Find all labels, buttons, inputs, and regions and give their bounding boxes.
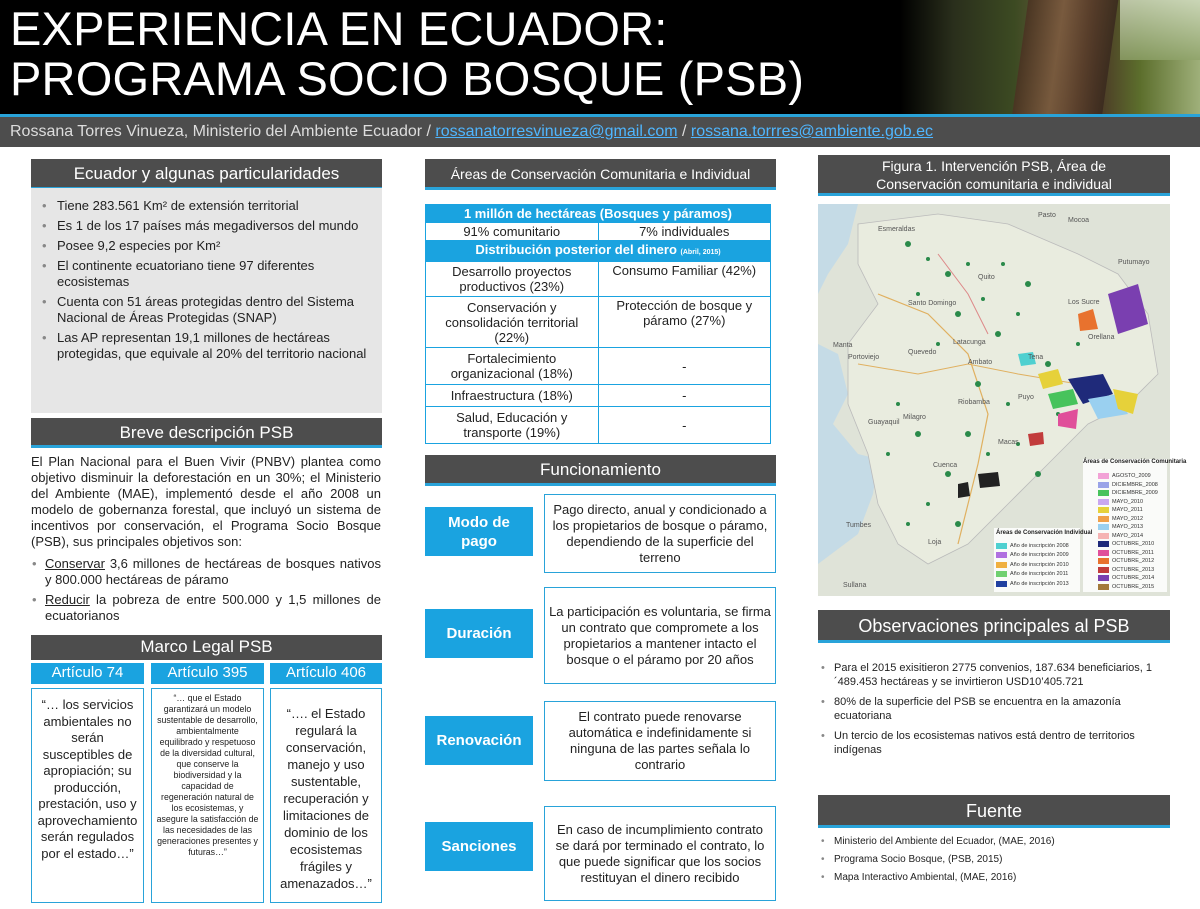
map-place-label: Portoviejo	[848, 354, 880, 361]
map-legend-comunitaria-title: Áreas de Conservación Comunitaria	[1083, 459, 1187, 465]
map-place-label: Quevedo	[908, 349, 937, 356]
legend-swatch	[996, 581, 1007, 587]
article-74-text: “… los servicios ambientales no serán susceptibles de apropiación; su producción, prestación, uso y aprovechamiento serán regulados por el estado…”	[31, 688, 144, 903]
map-place-label: Guayaquil	[868, 419, 900, 426]
email-link-2[interactable]: rossana.torrres@ambiente.gob.ec	[690, 123, 934, 140]
map-legend-item	[1098, 523, 1166, 532]
map-legend-item	[1098, 574, 1166, 583]
breve-objectives-list	[31, 556, 381, 628]
marco-heading: Marco Legal PSB	[31, 635, 382, 660]
map-place-label: Santo Domingo	[908, 300, 957, 307]
legend-swatch	[1098, 499, 1109, 505]
legend-swatch	[1098, 567, 1109, 573]
legend-label: OCTUBRE_2012	[1112, 558, 1155, 565]
areas-heading: Áreas de Conservación Comunitaria e Individual	[425, 159, 776, 190]
map-legend-item	[1098, 549, 1166, 558]
legend-label: AGOSTO_2009	[1112, 473, 1151, 480]
article-395-text: “… que el Estado garantizará un modelo sustentable de desarrollo, ambientalmente equilibrado y respetuoso de la diversidad cultural, que conserve la biodiversidad y la capacidad de regeneración natural de los ecosistemas, y asegure la satisfacción de las necesidades de las generaciones presentes y futuras…”	[151, 688, 264, 903]
list-item: • Mapa Interactivo Ambiental, (MAE, 2016)	[818, 871, 1170, 884]
legend-label: DICIEMBRE_2008	[1112, 481, 1158, 488]
article-74-title: Artículo 74	[31, 663, 144, 684]
map-place-label: Pasto	[1038, 212, 1056, 219]
table-subheader: Distribución posterior del dinero (Abril, 2015)	[426, 241, 771, 262]
map-place-label: Loja	[928, 539, 942, 546]
map-legend-item	[1098, 557, 1166, 566]
poster-title	[10, 4, 804, 104]
map-place-label: Manta	[833, 342, 853, 349]
legend-label: MAYO_2014	[1112, 532, 1144, 539]
duracion-text: La participación es voluntaria, se firma un contrato que compromete a los propietarios a mantener intacto el bosque o el páramo por 20 años	[544, 587, 776, 684]
legend-label: Año de inscripción 2013	[1010, 580, 1069, 587]
legend-swatch	[996, 562, 1007, 568]
duracion-label: Duración	[425, 609, 533, 658]
figura-heading: Figura 1. Intervención PSB, Área de Conservación comunitaria e individual	[818, 155, 1170, 196]
legend-label: MAYO_2010	[1112, 498, 1144, 505]
list-item: • Un tercio de los ecosistemas nativos está dentro de territorios indígenas	[818, 729, 1170, 757]
table-cell: Fortalecimiento organizacional (18%)	[426, 348, 599, 385]
table-cell: Infraestructura (18%)	[426, 385, 599, 407]
map-legend-item	[996, 579, 1080, 589]
map-legend-item	[1098, 515, 1166, 524]
list-item: • Ministerio del Ambiente del Ecuador, (MAE, 2016)	[818, 835, 1170, 848]
author-bar	[0, 117, 1200, 147]
map-place-label: Riobamba	[958, 399, 990, 406]
table-cell: -	[598, 407, 771, 444]
map-place-label: Esmeraldas	[878, 226, 915, 233]
table-cell: Protección de bosque y páramo (27%)	[598, 297, 771, 348]
legend-swatch	[1098, 533, 1109, 539]
list-item: • Es 1 de los 17 países más megadiversos del mundo	[31, 218, 368, 234]
legend-label: Año de inscripción 2011	[1010, 571, 1069, 578]
map-legend-item	[996, 560, 1080, 570]
map-place-label: Tumbes	[846, 522, 872, 529]
list-item: • Las AP representan 19,1 millones de hectáreas protegidas, que equivale al 20% del territorio nacional	[31, 330, 368, 362]
breve-heading: Breve descripción PSB	[31, 418, 382, 448]
table-header: 1 millón de hectáreas (Bosques y páramos)	[426, 205, 771, 223]
map-place-label: Milagro	[903, 414, 926, 421]
email-separator: /	[677, 123, 691, 140]
legend-swatch	[1098, 524, 1109, 530]
map-place-label: Los Sucre	[1068, 299, 1100, 306]
map-place-label: Tena	[1028, 354, 1044, 361]
sanciones-text: En caso de incumplimiento contrato se dará por terminado el contrato, lo que puede significar que los socios restituyan el dinero recibido	[544, 806, 776, 901]
legend-swatch	[1098, 482, 1109, 488]
list-item: • Conservar 3,6 millones de hectáreas de bosques nativos y 800.000 hectáreas de páramo	[31, 556, 381, 588]
legend-label: OCTUBRE_2014	[1112, 575, 1155, 582]
map-legend-item	[1098, 489, 1166, 498]
map-place-label: Quito	[978, 274, 995, 281]
ecuador-facts-list	[31, 188, 382, 362]
psb-map	[818, 204, 1187, 596]
legend-swatch	[996, 571, 1007, 577]
legend-swatch	[1098, 584, 1109, 590]
legend-label: MAYO_2011	[1112, 507, 1143, 514]
legend-label: MAYO_2013	[1112, 524, 1144, 531]
map-legend-item	[1098, 498, 1166, 507]
legend-swatch	[1098, 541, 1109, 547]
article-395-title: Artículo 395	[151, 663, 264, 684]
map-place-label: Cuenca	[933, 462, 958, 469]
map-legend-item	[996, 541, 1080, 551]
list-item: • 80% de la superficie del PSB se encuentra en la amazonía ecuatoriana	[818, 695, 1170, 723]
map-legend-individual	[996, 541, 1080, 589]
funcionamiento-heading: Funcionamiento	[425, 455, 776, 486]
forest-photo	[900, 0, 1200, 118]
table-cell: 7% individuales	[598, 223, 771, 241]
legend-label: MAYO_2012	[1112, 515, 1144, 522]
table-cell: 91% comunitario	[426, 223, 599, 241]
list-item: • El continente ecuatoriano tiene 97 diferentes ecosistemas	[31, 258, 368, 290]
table-cell: -	[598, 385, 771, 407]
legend-label: DICIEMBRE_2009	[1112, 490, 1158, 497]
title-line-1: EXPERIENCIA EN ECUADOR:	[10, 2, 668, 55]
map-legend-item	[1098, 540, 1166, 549]
map-legend-item	[1098, 506, 1166, 515]
table-cell: Consumo Familiar (42%)	[598, 262, 771, 297]
ecuador-heading: Ecuador y algunas particularidades	[31, 159, 382, 190]
legend-label: OCTUBRE_2011	[1112, 549, 1154, 556]
table-cell: Conservación y consolidación territorial (22%)	[426, 297, 599, 348]
map-place-label: Puyo	[1018, 394, 1034, 401]
email-link-1[interactable]: rossanatorresvinueza@gmail.com	[435, 123, 678, 140]
legend-swatch	[1098, 575, 1109, 581]
poster-body	[0, 147, 1200, 909]
table-cell: Desarrollo proyectos productivos (23%)	[426, 262, 599, 297]
fuente-heading: Fuente	[818, 795, 1170, 828]
list-item: • Cuenta con 51 áreas protegidas dentro del Sistema Nacional de Áreas Protegidas (SNAP)	[31, 294, 368, 326]
article-406-text: “…. el Estado regulará la conservación, manejo y uso sustentable, recuperación y limitaciones de dominio de los ecosistemas frágiles y amenazados…”	[270, 688, 382, 903]
legend-label: Año de inscripción 2008	[1010, 542, 1069, 549]
legend-swatch	[996, 552, 1007, 558]
map-place-label: Ambato	[968, 359, 993, 366]
map-legend-item	[996, 551, 1080, 561]
ecuador-facts-box	[31, 188, 382, 413]
map-legend-item	[996, 570, 1080, 580]
list-item: • Programa Socio Bosque, (PSB, 2015)	[818, 853, 1170, 866]
map-legend-item	[1098, 566, 1166, 575]
legend-swatch	[1098, 550, 1109, 556]
legend-swatch	[996, 543, 1007, 549]
legend-label: OCTUBRE_2013	[1112, 566, 1155, 573]
observaciones-list	[818, 661, 1170, 763]
legend-label: Año de inscripción 2010	[1010, 561, 1069, 568]
legend-swatch	[1098, 507, 1109, 513]
fuente-list	[818, 835, 1170, 889]
map-legend-comunitaria	[1098, 472, 1166, 591]
author-text: Rossana Torres Vinueza, Ministerio del Ambiente Ecuador /	[10, 123, 436, 140]
legend-label: Año de inscripción 2009	[1010, 552, 1069, 559]
modo-de-pago-text: Pago directo, anual y condicionado a los propietarios de bosque o páramo, dependiendo de la superficie del terreno	[544, 494, 776, 573]
map-place-label: Putumayo	[1118, 259, 1150, 266]
article-406-title: Artículo 406	[270, 663, 382, 684]
map-place-label: Mocoa	[1068, 217, 1090, 224]
modo-de-pago-label: Modo de pago	[425, 507, 533, 556]
legend-swatch	[1098, 490, 1109, 496]
breve-paragraph: El Plan Nacional para el Buen Vivir (PNBV) plantea como objetivo disminuir la deforestación en un 30%; el Ministerio del Ambiente (MAE), implementó desde el año 2008 un modelo de gobernanza forestal, que incluyó un sistema de incentivos por conservación, el Programa Socio Bosque (PSB), sus principales objetivos son:	[31, 454, 381, 549]
list-item: • Posee 9,2 especies por Km²	[31, 238, 368, 254]
list-item: • Reducir la pobreza de entre 500.000 y 1,5 millones de ecuatorianos	[31, 592, 381, 624]
legend-swatch	[1098, 558, 1109, 564]
map-legend-item	[1098, 583, 1166, 592]
map-place-label: Sullana	[843, 582, 867, 589]
legend-swatch	[1098, 516, 1109, 522]
map-place-label: Latacunga	[953, 339, 986, 346]
poster-header	[0, 0, 1200, 118]
legend-swatch	[1098, 473, 1109, 479]
table-cell: Salud, Educación y transporte (19%)	[426, 407, 599, 444]
map-legend-item	[1098, 481, 1166, 490]
renovacion-label: Renovación	[425, 716, 533, 765]
sanciones-label: Sanciones	[425, 822, 533, 871]
map-legend-individual-title: Áreas de Conservación Individual	[996, 530, 1093, 536]
legend-label: OCTUBRE_2015	[1112, 583, 1155, 590]
title-line-2: PROGRAMA SOCIO BOSQUE (PSB)	[10, 52, 805, 105]
list-item: • Tiene 283.561 Km² de extensión territorial	[31, 198, 368, 214]
renovacion-text: El contrato puede renovarse automática e indefinidamente si ninguna de las partes señala lo contrario	[544, 701, 776, 781]
table-cell: -	[598, 348, 771, 385]
legend-label: OCTUBRE_2010	[1112, 541, 1155, 548]
map-legend-item	[1098, 472, 1166, 481]
map-place-label: Orellana	[1088, 334, 1115, 341]
map-place-label: Macas	[998, 439, 1019, 446]
areas-table	[425, 204, 771, 444]
observaciones-heading: Observaciones principales al PSB	[818, 610, 1170, 643]
map-legend-item	[1098, 532, 1166, 541]
list-item: • Para el 2015 exisitieron 2775 convenios, 187.634 beneficiarios, 1´489.453 hectáreas y se invirtieron USD10’405.721	[818, 661, 1170, 689]
